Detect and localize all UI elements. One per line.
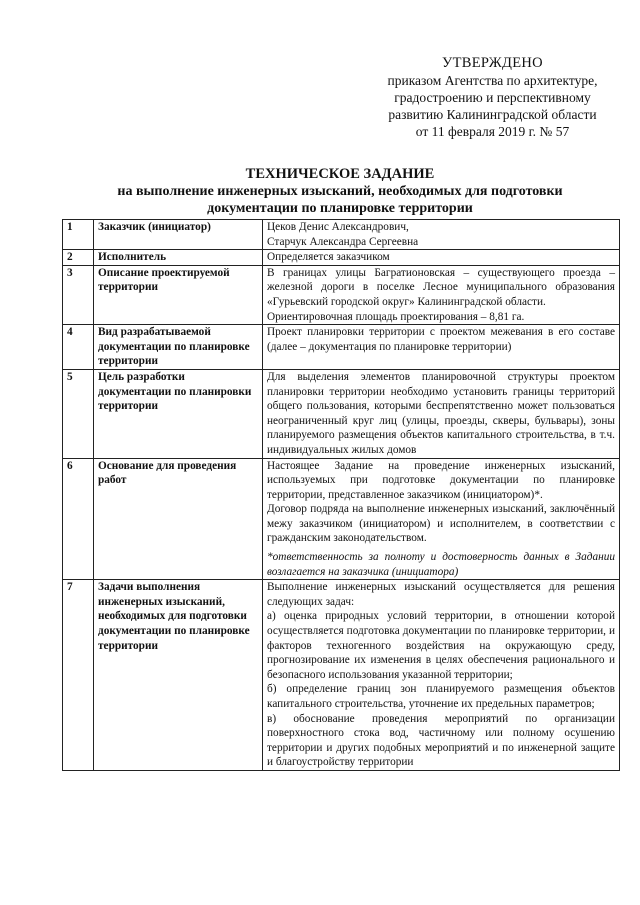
row-paragraph: а) оценка природных условий территории, в отношении которой осуществляется подготовка документации по планировке территории, и факторов техногенного воздействия на окружающую среду, прогнозирование их изменения в целях обеспечения рационального и безопасного использования указанной территории; [267,610,615,681]
row-label: Заказчик (инициатор) [94,220,263,250]
approval-line: развитию Калининградской области [388,107,597,122]
row-value [263,580,620,771]
row-paragraph: Ориентировочная площадь проектирования – 8,81 га. [267,310,525,323]
approval-line: градостроению и перспективному [394,90,591,105]
row-paragraph: б) определение границ зон планируемого размещения объектов капитального строительства, уточнение их предельных параметров; [267,683,615,710]
document-heading [60,166,620,217]
row-paragraph: Выполнение инженерных изысканий осуществляется для решения следующих задач: [267,581,615,608]
row-number: 1 [63,220,94,250]
row-number: 4 [63,325,94,370]
document-subtitle: на выполнение инженерных изысканий, необходимых для подготовки [117,184,563,199]
approval-title: УТВЕРЖДЕНО [442,55,543,71]
row-number: 6 [63,458,94,580]
row-paragraph: Для выделения элементов планировочной структуры проектом планировки территории необходимо установить границы территорий общего пользования, которыми беспрепятственно может пользоваться неограниченный круг лиц (улицы, проезды, скверы, бульвары), зоны планируемого размещения объектов капитального строительства, в т.ч. индивидуальных жилых домов [267,370,615,456]
row-label: Цель разработки документации по планировки территории [94,369,263,458]
row-label: Основание для проведения работ [94,458,263,580]
row-value [263,369,620,458]
row-paragraph: Цеков Денис Александрович, [267,221,409,233]
table-row [63,458,620,580]
row-number: 7 [63,580,94,771]
row-value [263,325,620,370]
row-number: 5 [63,369,94,458]
specification-table [62,219,620,771]
table-row [63,220,620,250]
row-paragraph: в) обоснование проведения мероприятий по организации поверхностного стока вод, частичному или полному осушению территории и других подобных мероприятий и по инженерной защите и благоустройству территории [267,712,615,769]
row-paragraph: В границах улицы Багратионовская – существующего проезда – железной дороги в поселке Лесное муниципального образования «Гурьевский городской округ» Калининградской области. [267,266,615,308]
table-row [63,369,620,458]
table-row [63,580,620,771]
document-subtitle: документации по планировке территории [207,201,473,216]
row-value [263,220,620,250]
approval-date: от 11 февраля 2019 г. № 57 [415,124,570,139]
table-row [63,325,620,370]
table-row [63,265,620,324]
row-label: Задачи выполнения инженерных изысканий, необходимых для подготовки документации по планировке территории [94,580,263,771]
row-label: Описание проектируемой территории [94,265,263,324]
row-value [263,458,620,580]
row-footnote: *ответственность за полноту и достоверность данных в Задании возлагается на заказчика (инициатора) [267,551,615,578]
document-title: ТЕХНИЧЕСКОЕ ЗАДАНИЕ [245,166,435,182]
row-value [263,265,620,324]
row-number: 2 [63,250,94,266]
table-row [63,250,620,266]
row-label: Вид разрабатываемой документации по планировке территории [94,325,263,370]
row-paragraph: Настоящее Задание на проведение инженерных изысканий, используемых при подготовке документации по планировке территории, представленное заказчиком (инициатором)*. [267,459,615,501]
row-paragraph: Договор подряда на выполнение инженерных изысканий, заключённый межу заказчиком (инициатором) и исполнителем, в соответствии с гражданским законодательством. [267,503,615,545]
row-label: Исполнитель [94,250,263,266]
row-paragraph: Определяется заказчиком [267,251,390,264]
approval-line: приказом Агентства по архитектуре, [387,73,598,88]
row-paragraph: Проект планировки территории с проектом межевания в его составе (далее – документация по планировке территории) [267,326,615,353]
row-number: 3 [63,265,94,324]
row-value [263,250,620,266]
approval-stamp [360,55,625,140]
row-paragraph: Старчук Александра Сергеевна [267,235,419,248]
